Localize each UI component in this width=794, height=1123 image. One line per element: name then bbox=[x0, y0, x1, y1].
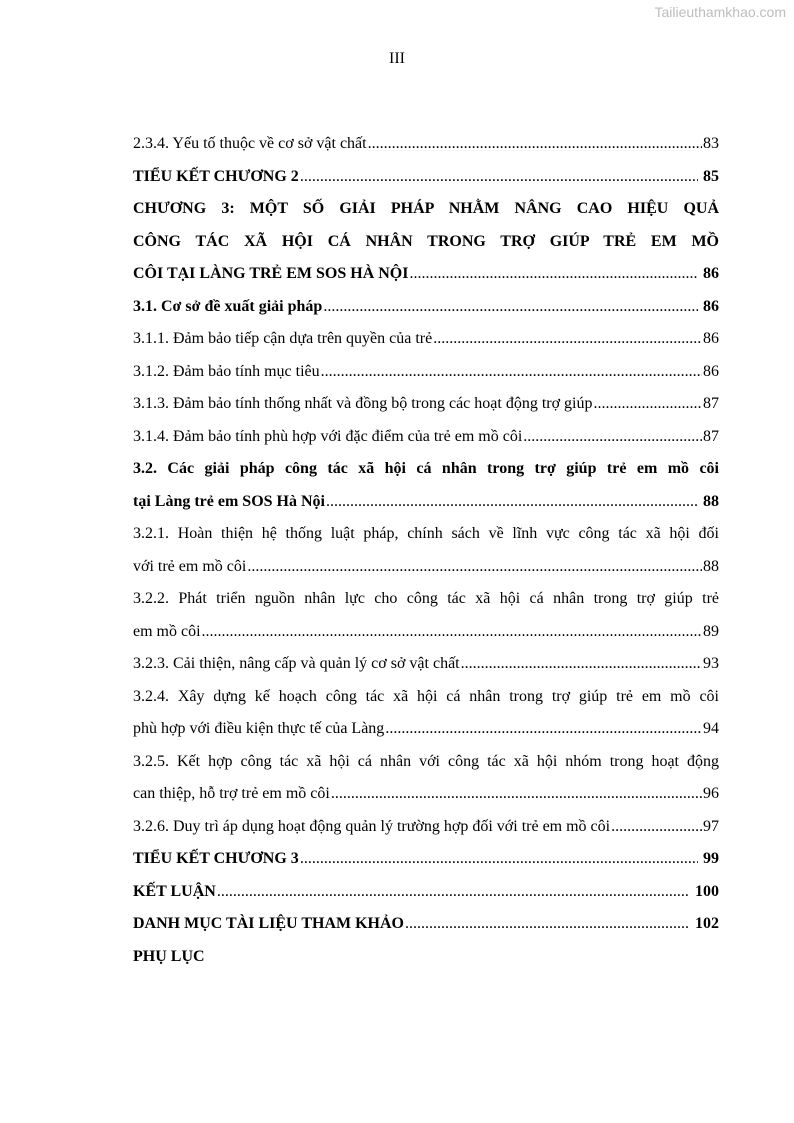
toc-entry-3-2-5-line-1[interactable]: 3.2.5. Kết hợp công tác xã hội cá nhân với công tác xã hội nhóm trong hoạt động bbox=[133, 752, 719, 770]
toc-entry-appendix[interactable]: PHỤ LỤC bbox=[133, 947, 205, 965]
toc-entry-chapter-3[interactable]: CÔI TẠI LÀNG TRẺ EM SOS HÀ NỘI ..... 86 bbox=[133, 258, 719, 291]
toc-entry-3-2-1-line-1[interactable]: 3.2.1. Hoàn thiện hệ thống luật pháp, chính sách về lĩnh vực công tác xã hội đối bbox=[133, 525, 719, 542]
toc-entry-3-2-4[interactable]: phù hợp với điều kiện thực tế của Làng ..... 94 bbox=[133, 713, 719, 746]
toc-entry-3-1-1[interactable]: 3.1.1. Đảm bảo tiếp cận dựa trên quyền của trẻ ..... 86 bbox=[133, 323, 719, 356]
toc-entry-3-2-line-1[interactable]: 3.2. Các giải pháp công tác xã hội cá nhân trong trợ giúp trẻ em mồ côi bbox=[133, 460, 719, 477]
page-number: III bbox=[389, 50, 405, 67]
toc-entry-3-2-1[interactable]: với trẻ em mồ côi ..... 88 bbox=[133, 551, 719, 584]
toc-entry-3-2[interactable]: tại Làng trẻ em SOS Hà Nội ..... 88 bbox=[133, 486, 719, 519]
toc-entry-3-2-2-line-1[interactable]: 3.2.2. Phát triển nguồn nhân lực cho công tác xã hội cá nhân trong trợ giúp trẻ bbox=[133, 590, 719, 607]
watermark: Tailieuthamkhao.com bbox=[654, 4, 786, 20]
toc-entry-references[interactable]: DANH MỤC TÀI LIỆU THAM KHẢO ..... 102 bbox=[133, 908, 719, 941]
toc-entry-chapter-3-line-1[interactable]: CHƯƠNG 3: MỘT SỐ GIẢI PHÁP NHẰM NÂNG CAO HIỆU QUẢ bbox=[133, 200, 719, 217]
toc-entry-3-1-4[interactable]: 3.1.4. Đảm bảo tính phù hợp với đặc điểm của trẻ em mồ côi ..... 87 bbox=[133, 421, 719, 454]
toc-entry-3-2-5[interactable]: can thiệp, hỗ trợ trẻ em mồ côi ..... 96 bbox=[133, 778, 719, 811]
toc-entry-conclusion[interactable]: KẾT LUẬN ..... 100 bbox=[133, 876, 719, 909]
table-of-contents bbox=[133, 128, 719, 973]
toc-entry-3-2-3[interactable]: 3.2.3. Cải thiện, nâng cấp và quản lý cơ sở vật chất ..... 93 bbox=[133, 648, 719, 681]
toc-entry-3-1[interactable]: 3.1. Cơ sở đề xuất giải pháp ..... 86 bbox=[133, 291, 719, 324]
toc-entry-3-1-2[interactable]: 3.1.2. Đảm bảo tính mục tiêu ..... 86 bbox=[133, 356, 719, 389]
toc-entry-chapter-2-summary[interactable]: TIỂU KẾT CHƯƠNG 2 ..... 85 bbox=[133, 161, 719, 194]
toc-entry-2-3-4[interactable]: 2.3.4. Yếu tố thuộc về cơ sở vật chất ..... 83 bbox=[133, 128, 719, 161]
toc-entry-chapter-3-line-2[interactable]: CÔNG TÁC XÃ HỘI CÁ NHÂN TRONG TRỢ GIÚP TRẺ EM MỒ bbox=[133, 232, 719, 250]
toc-entry-3-2-4-line-1[interactable]: 3.2.4. Xây dựng kế hoạch công tác xã hội cá nhân trong trợ giúp trẻ em mồ côi bbox=[133, 687, 719, 705]
toc-entry-3-2-6[interactable]: 3.2.6. Duy trì áp dụng hoạt động quản lý trường hợp đối với trẻ em mồ côi ..... 97 bbox=[133, 811, 719, 844]
toc-entry-chapter-3-summary[interactable]: TIỂU KẾT CHƯƠNG 3 ..... 99 bbox=[133, 843, 719, 876]
toc-entry-3-1-3[interactable]: 3.1.3. Đảm bảo tính thống nhất và đồng bộ trong các hoạt động trợ giúp ..... 87 bbox=[133, 388, 719, 421]
toc-entry-3-2-2[interactable]: em mồ côi ..... 89 bbox=[133, 616, 719, 649]
